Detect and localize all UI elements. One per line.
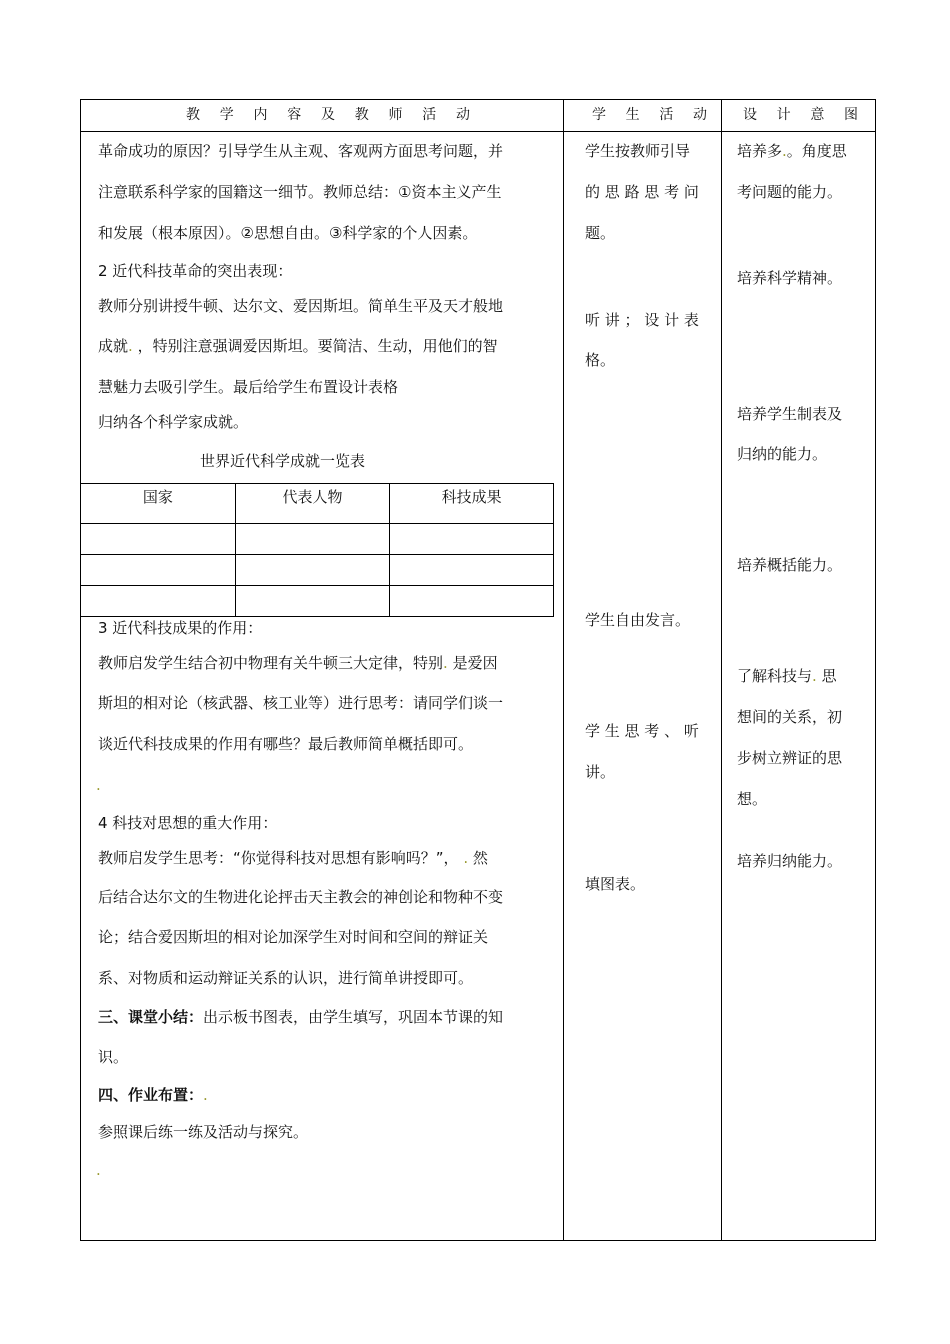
design-line: 考问题的能力。 xyxy=(737,183,843,201)
table-title: 世界近代科学成就一览表 xyxy=(200,452,366,470)
content-line: 系、对物质和运动辩证关系的认识，进行简单讲授即可。 xyxy=(98,969,474,987)
table-cell xyxy=(81,586,236,617)
content-line: 谈近代科技成果的作用有哪些？最后教师简单概括即可。 xyxy=(98,735,474,753)
table-cell xyxy=(390,524,554,555)
stray-dot-mark: . xyxy=(812,667,817,685)
table-cell xyxy=(390,555,554,586)
stray-dot-mark: . xyxy=(96,776,101,794)
design-line: 培养多.。角度思 xyxy=(737,142,847,160)
achievement-summary-table xyxy=(80,483,554,617)
header-divider xyxy=(80,131,876,132)
stray-dot-mark: . xyxy=(782,142,787,160)
table-header-achievement: 科技成果 xyxy=(390,484,554,524)
content-line: 革命成功的原因？引导学生从主观、客观两方面思考问题，并 xyxy=(98,142,504,160)
design-line: 了解科技与. 思 xyxy=(737,667,837,685)
table-header-representative: 代表人物 xyxy=(235,484,390,524)
stray-dot-mark: . xyxy=(203,1086,208,1104)
student-line: 讲。 xyxy=(585,763,616,781)
table-header-country: 国家 xyxy=(81,484,236,524)
content-line: 成就. ，特别注意强调爱因斯坦。要简洁、生动，用他们的智 xyxy=(98,337,498,355)
content-line: 教师分别讲授牛顿、达尔文、爱因斯坦。简单生平及天才般地 xyxy=(98,297,504,315)
column-divider-2 xyxy=(721,99,722,1241)
design-line: 培养归纳能力。 xyxy=(737,852,843,870)
table-cell xyxy=(390,586,554,617)
content-line: 论；结合爱因斯坦的相对论加深学生对时间和空间的辩证关 xyxy=(98,928,489,946)
content-line: 慧魅力去吸引学生。最后给学生布置设计表格 xyxy=(98,378,399,396)
content-line: 斯坦的相对论（核武器、核工业等）进行思考：请同学们谈一 xyxy=(98,694,504,712)
stray-dot-mark: . xyxy=(443,654,448,672)
header-design-intent: 设 计 意 图 xyxy=(743,107,858,123)
section-heading-2: 2 近代科技革命的突出表现： xyxy=(98,262,293,280)
design-line: 想。 xyxy=(737,790,768,808)
homework-line: 参照课后练一练及活动与探究。 xyxy=(98,1123,309,1141)
stray-dot-mark: . xyxy=(96,1161,101,1179)
content-line: 注意联系科学家的国籍这一细节。教师总结：①资本主义产生 xyxy=(98,183,502,201)
student-line: 学生按教师引导 xyxy=(585,142,691,160)
column-divider-1 xyxy=(563,99,564,1241)
content-line: 归纳各个科学家成就。 xyxy=(98,413,249,431)
section-heading-3: 3 近代科技成果的作用： xyxy=(98,619,263,637)
design-line: 想间的关系，初 xyxy=(737,708,843,726)
summary-line: 三、课堂小结：出示板书图表，由学生填写，巩固本节课的知 xyxy=(98,1008,504,1026)
table-cell xyxy=(235,586,390,617)
student-line: 格。 xyxy=(585,351,616,369)
homework-heading: 四、作业布置：. xyxy=(98,1086,208,1104)
design-line: 培养科学精神。 xyxy=(737,269,843,287)
design-line: 培养概括能力。 xyxy=(737,556,843,574)
student-line: 听 讲 ； 设 计 表 xyxy=(585,311,699,329)
content-line: 和发展（根本原因）。②思想自由。③科学家的个人因素。 xyxy=(98,224,478,242)
student-line: 题。 xyxy=(585,224,616,242)
header-student-activity: 学 生 活 动 xyxy=(592,107,707,123)
student-line: 学生自由发言。 xyxy=(585,611,691,629)
student-line: 学 生 思 考 、 听 xyxy=(585,722,699,740)
content-line: 教师启发学生结合初中物理有关牛顿三大定律，特别. 是爱因 xyxy=(98,654,498,672)
section-heading-4: 4 科技对思想的重大作用： xyxy=(98,814,278,832)
design-line: 步树立辨证的思 xyxy=(737,749,843,767)
table-cell xyxy=(235,555,390,586)
student-line: 的 思 路 思 考 问 xyxy=(585,183,699,201)
design-line: 培养学生制表及 xyxy=(737,405,843,423)
stray-dot-mark: . xyxy=(463,849,469,867)
content-line: 识。 xyxy=(98,1048,129,1066)
content-line: 教师启发学生思考：“你觉得科技对思想有影响吗？”， . 然 xyxy=(98,849,488,867)
design-line: 归纳的能力。 xyxy=(737,445,828,463)
table-cell xyxy=(235,524,390,555)
content-line: 后结合达尔文的生物进化论抨击天主教会的神创论和物种不变 xyxy=(98,888,504,906)
table-cell xyxy=(81,555,236,586)
table-cell xyxy=(81,524,236,555)
stray-dot-mark: . xyxy=(128,337,133,355)
student-line: 填图表。 xyxy=(585,875,646,893)
header-teaching-content: 教 学 内 容 及 教 师 活 动 xyxy=(186,107,470,123)
summary-heading: 三、课堂小结： xyxy=(98,1008,204,1026)
